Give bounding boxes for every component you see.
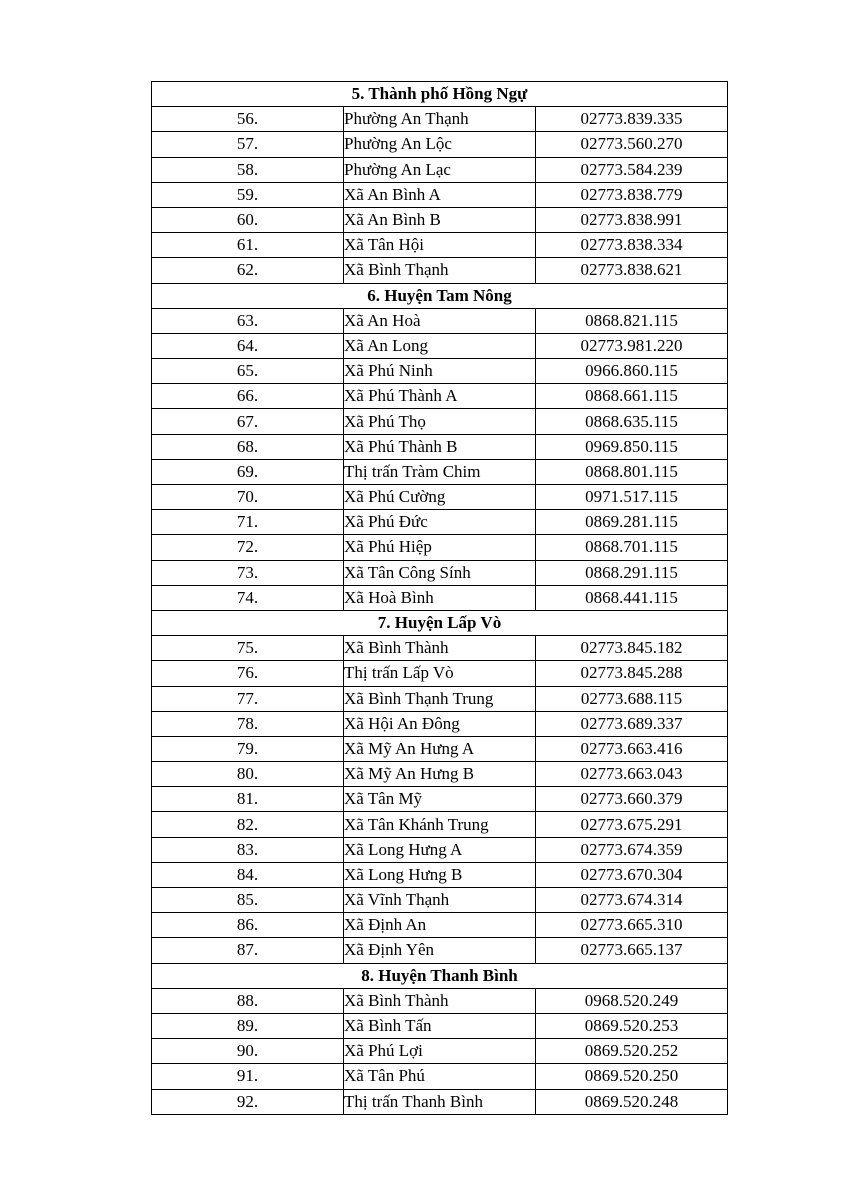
commune-name: Phường An Lạc — [344, 157, 536, 182]
commune-name: Xã Tân Mỹ — [344, 787, 536, 812]
table-row — [152, 762, 728, 787]
phone-number: 0869.520.250 — [536, 1064, 728, 1089]
phone-number: 0869.281.115 — [536, 510, 728, 535]
row-number: 56. — [152, 107, 344, 132]
row-number: 82. — [152, 812, 344, 837]
row-number: 74. — [152, 585, 344, 610]
section-header-row — [152, 283, 728, 308]
phone-number: 0966.860.115 — [536, 359, 728, 384]
row-number: 86. — [152, 913, 344, 938]
phone-number: 02773.688.115 — [536, 686, 728, 711]
section-title: 6. Huyện Tam Nông — [152, 283, 728, 308]
commune-name: Xã Phú Ninh — [344, 359, 536, 384]
commune-name: Xã An Hoà — [344, 308, 536, 333]
commune-name: Xã Mỹ An Hưng A — [344, 736, 536, 761]
phone-number: 0868.701.115 — [536, 535, 728, 560]
table-row — [152, 661, 728, 686]
commune-name: Xã Tân Công Sính — [344, 560, 536, 585]
table-row — [152, 459, 728, 484]
table-row — [152, 888, 728, 913]
phone-number: 0869.520.248 — [536, 1089, 728, 1114]
phone-number: 0969.850.115 — [536, 434, 728, 459]
commune-name: Xã Tân Khánh Trung — [344, 812, 536, 837]
row-number: 81. — [152, 787, 344, 812]
phone-number: 02773.663.043 — [536, 762, 728, 787]
commune-name: Xã Tân Phú — [344, 1064, 536, 1089]
commune-name: Xã Bình Thạnh — [344, 258, 536, 283]
table-row — [152, 535, 728, 560]
row-number: 66. — [152, 384, 344, 409]
commune-name: Phường An Thạnh — [344, 107, 536, 132]
table-row — [152, 384, 728, 409]
phone-number: 0971.517.115 — [536, 485, 728, 510]
phone-number: 0868.821.115 — [536, 308, 728, 333]
commune-name: Xã Phú Cường — [344, 485, 536, 510]
commune-name: Xã Phú Đức — [344, 510, 536, 535]
row-number: 85. — [152, 888, 344, 913]
commune-name: Xã Định An — [344, 913, 536, 938]
row-number: 83. — [152, 837, 344, 862]
row-number: 72. — [152, 535, 344, 560]
phone-number: 02773.838.779 — [536, 182, 728, 207]
table-row — [152, 686, 728, 711]
row-number: 88. — [152, 988, 344, 1013]
table-row — [152, 913, 728, 938]
phone-number: 0868.291.115 — [536, 560, 728, 585]
phone-number: 02773.665.137 — [536, 938, 728, 963]
commune-name: Phường An Lộc — [344, 132, 536, 157]
table-row — [152, 182, 728, 207]
table-row — [152, 1013, 728, 1038]
phone-number: 0868.441.115 — [536, 585, 728, 610]
row-number: 78. — [152, 711, 344, 736]
table-row — [152, 837, 728, 862]
section-header-row — [152, 82, 728, 107]
commune-name: Xã Bình Tấn — [344, 1013, 536, 1038]
table-row — [152, 862, 728, 887]
commune-name: Xã Định Yên — [344, 938, 536, 963]
row-number: 91. — [152, 1064, 344, 1089]
table-row — [152, 1089, 728, 1114]
phone-number: 02773.845.288 — [536, 661, 728, 686]
row-number: 73. — [152, 560, 344, 585]
commune-name: Xã Long Hưng B — [344, 862, 536, 887]
commune-name: Thị trấn Thanh Bình — [344, 1089, 536, 1114]
table-row — [152, 308, 728, 333]
commune-name: Thị trấn Tràm Chim — [344, 459, 536, 484]
phone-number: 02773.981.220 — [536, 333, 728, 358]
row-number: 76. — [152, 661, 344, 686]
row-number: 61. — [152, 233, 344, 258]
table-row — [152, 938, 728, 963]
phone-number: 02773.670.304 — [536, 862, 728, 887]
row-number: 84. — [152, 862, 344, 887]
phone-number: 0868.661.115 — [536, 384, 728, 409]
commune-name: Xã Mỹ An Hưng B — [344, 762, 536, 787]
table-row — [152, 1039, 728, 1064]
table-row — [152, 812, 728, 837]
phone-number: 02773.675.291 — [536, 812, 728, 837]
phone-number: 02773.838.621 — [536, 258, 728, 283]
row-number: 90. — [152, 1039, 344, 1064]
commune-name: Xã Phú Thành A — [344, 384, 536, 409]
phone-number: 0869.520.253 — [536, 1013, 728, 1038]
row-number: 68. — [152, 434, 344, 459]
table-row — [152, 434, 728, 459]
row-number: 79. — [152, 736, 344, 761]
table-row — [152, 409, 728, 434]
table-row — [152, 510, 728, 535]
table-row — [152, 107, 728, 132]
row-number: 67. — [152, 409, 344, 434]
phone-number: 02773.660.379 — [536, 787, 728, 812]
phone-directory-table — [151, 81, 728, 1115]
row-number: 57. — [152, 132, 344, 157]
table-row — [152, 359, 728, 384]
phone-number: 0869.520.252 — [536, 1039, 728, 1064]
phone-directory-body — [152, 82, 728, 1115]
table-row — [152, 636, 728, 661]
phone-number: 02773.663.416 — [536, 736, 728, 761]
table-row — [152, 207, 728, 232]
commune-name: Xã Phú Thành B — [344, 434, 536, 459]
phone-number: 0868.801.115 — [536, 459, 728, 484]
section-header-row — [152, 610, 728, 635]
commune-name: Xã Long Hưng A — [344, 837, 536, 862]
row-number: 92. — [152, 1089, 344, 1114]
row-number: 58. — [152, 157, 344, 182]
phone-number: 02773.839.335 — [536, 107, 728, 132]
row-number: 87. — [152, 938, 344, 963]
row-number: 65. — [152, 359, 344, 384]
commune-name: Xã An Bình A — [344, 182, 536, 207]
table-row — [152, 585, 728, 610]
row-number: 69. — [152, 459, 344, 484]
commune-name: Xã Tân Hội — [344, 233, 536, 258]
table-row — [152, 132, 728, 157]
row-number: 62. — [152, 258, 344, 283]
table-row — [152, 333, 728, 358]
phone-number: 02773.689.337 — [536, 711, 728, 736]
table-row — [152, 233, 728, 258]
phone-number: 02773.674.359 — [536, 837, 728, 862]
section-header-row — [152, 963, 728, 988]
phone-number: 02773.665.310 — [536, 913, 728, 938]
commune-name: Thị trấn Lấp Vò — [344, 661, 536, 686]
row-number: 77. — [152, 686, 344, 711]
row-number: 89. — [152, 1013, 344, 1038]
table-row — [152, 736, 728, 761]
table-row — [152, 988, 728, 1013]
row-number: 59. — [152, 182, 344, 207]
commune-name: Xã Bình Thành — [344, 636, 536, 661]
table-row — [152, 1064, 728, 1089]
row-number: 64. — [152, 333, 344, 358]
row-number: 60. — [152, 207, 344, 232]
phone-number: 02773.838.991 — [536, 207, 728, 232]
table-row — [152, 485, 728, 510]
commune-name: Xã Phú Thọ — [344, 409, 536, 434]
commune-name: Xã Bình Thành — [344, 988, 536, 1013]
commune-name: Xã Phú Hiệp — [344, 535, 536, 560]
phone-number: 02773.584.239 — [536, 157, 728, 182]
section-title: 8. Huyện Thanh Bình — [152, 963, 728, 988]
phone-number: 0968.520.249 — [536, 988, 728, 1013]
section-title: 5. Thành phố Hồng Ngự — [152, 82, 728, 107]
table-row — [152, 157, 728, 182]
phone-number: 0868.635.115 — [536, 409, 728, 434]
table-row — [152, 711, 728, 736]
row-number: 71. — [152, 510, 344, 535]
row-number: 63. — [152, 308, 344, 333]
section-title: 7. Huyện Lấp Vò — [152, 610, 728, 635]
row-number: 75. — [152, 636, 344, 661]
table-row — [152, 787, 728, 812]
row-number: 80. — [152, 762, 344, 787]
commune-name: Xã An Bình B — [344, 207, 536, 232]
commune-name: Xã Vĩnh Thạnh — [344, 888, 536, 913]
table-row — [152, 560, 728, 585]
commune-name: Xã Bình Thạnh Trung — [344, 686, 536, 711]
commune-name: Xã Hoà Bình — [344, 585, 536, 610]
phone-number: 02773.560.270 — [536, 132, 728, 157]
phone-number: 02773.838.334 — [536, 233, 728, 258]
table-row — [152, 258, 728, 283]
row-number: 70. — [152, 485, 344, 510]
commune-name: Xã Hội An Đông — [344, 711, 536, 736]
commune-name: Xã Phú Lợi — [344, 1039, 536, 1064]
phone-number: 02773.845.182 — [536, 636, 728, 661]
commune-name: Xã An Long — [344, 333, 536, 358]
phone-number: 02773.674.314 — [536, 888, 728, 913]
